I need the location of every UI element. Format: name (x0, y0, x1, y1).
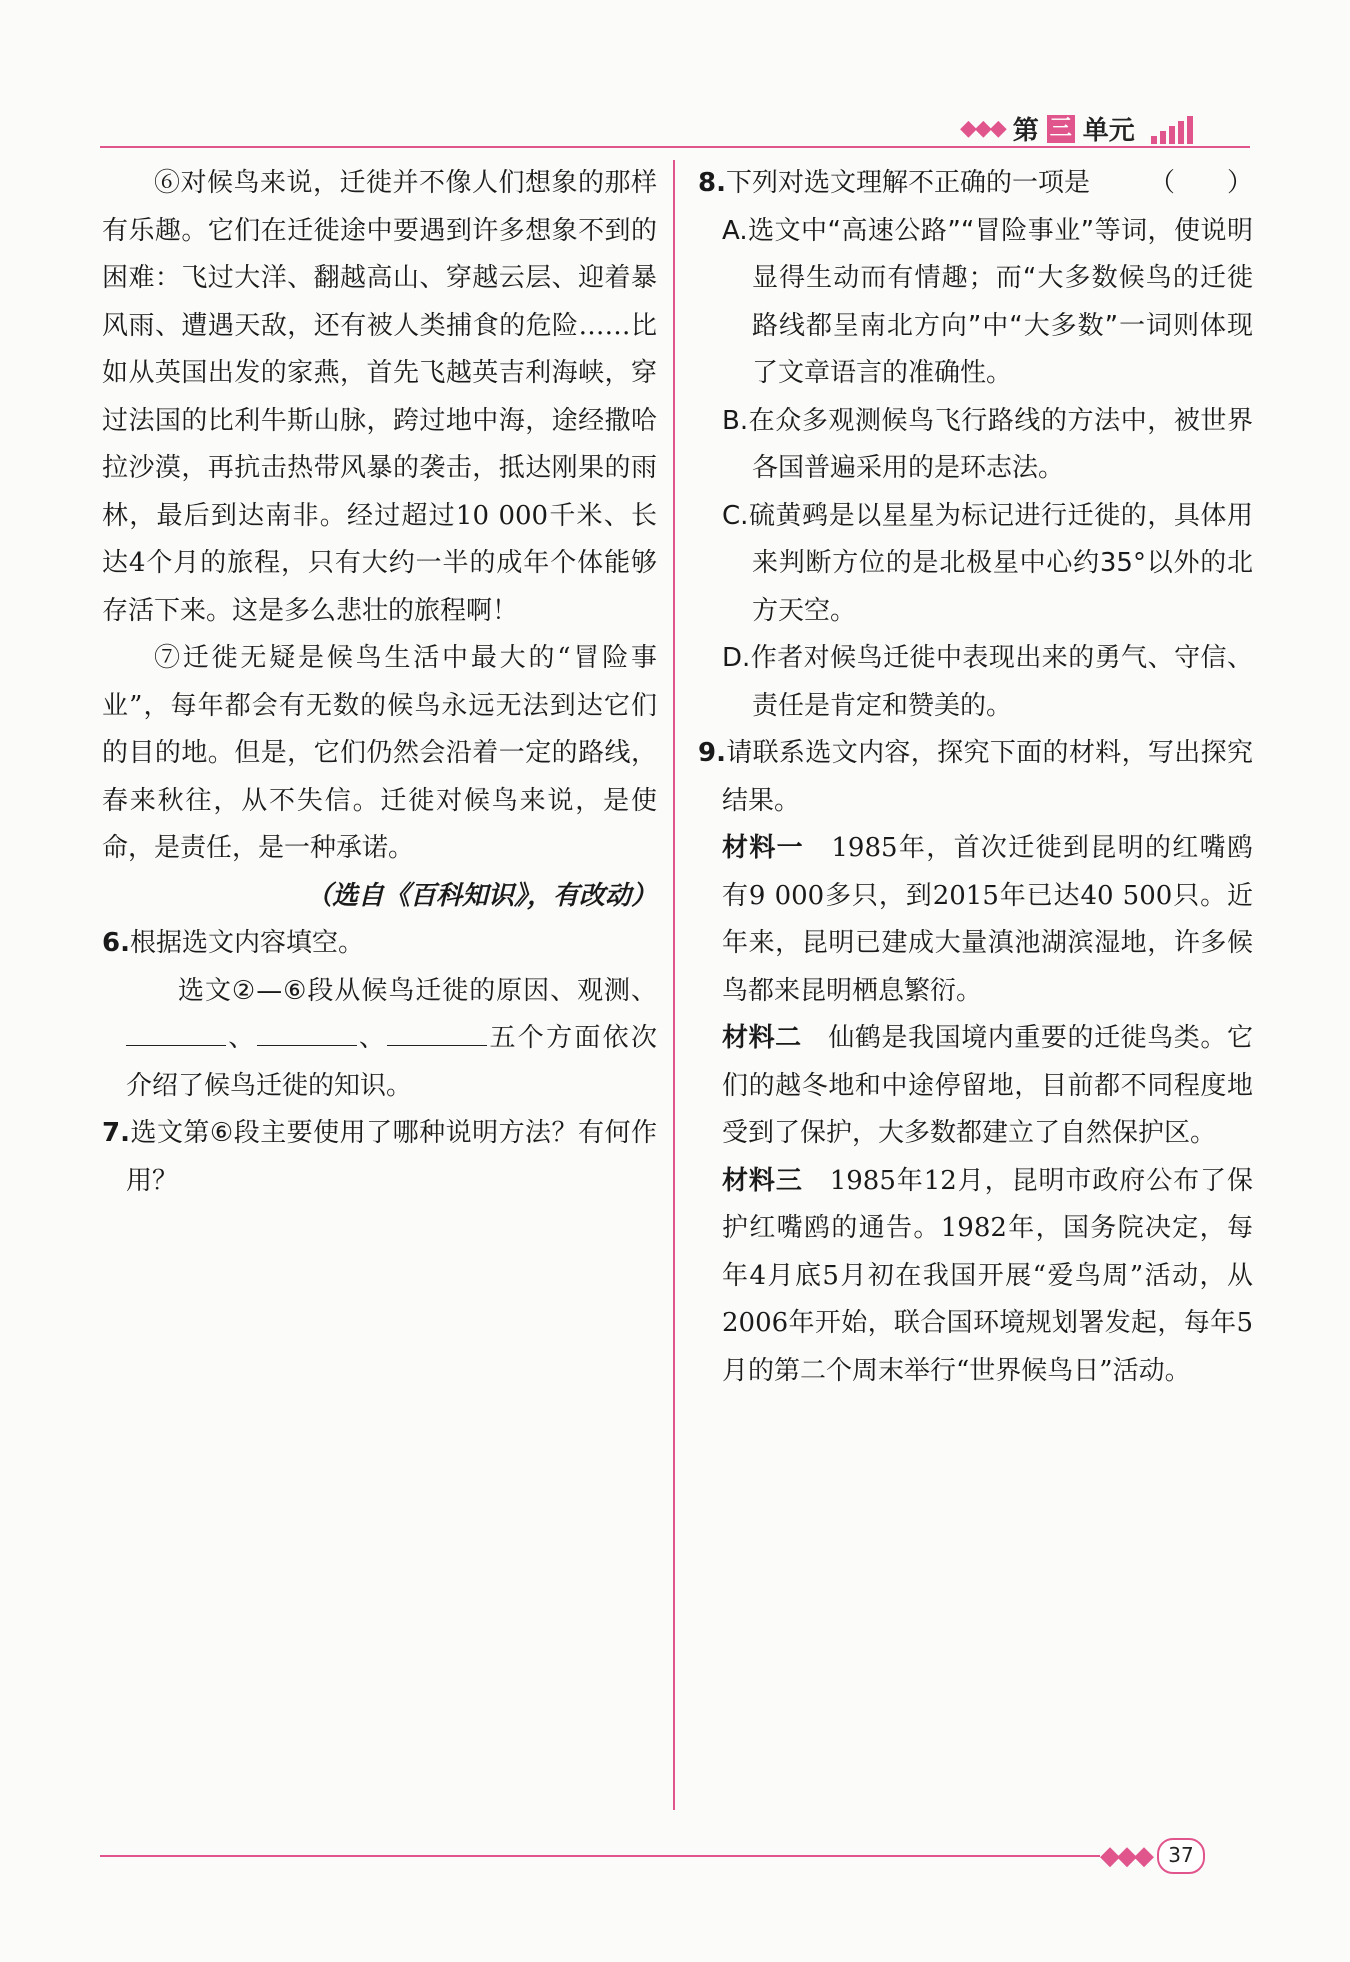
answer-blank-1[interactable] (126, 1019, 226, 1046)
answer-parentheses[interactable]: （ ） (1148, 168, 1253, 198)
option-a-label: A. (722, 215, 748, 246)
source-citation: （选自《百科知识》，有改动） (305, 880, 657, 911)
question-9-text: 请联系选文内容，探究下面的材料，写出探究结果。 (722, 738, 1253, 816)
material-3-text: 1985年12月，昆明市政府公布了保护红嘴鸥的通告。1982年，国务院决定，每年4月底5月初在我国开展“爱鸟周”活动，从2006年开始，联合国环境规划署发起，每年5月的第二个周末举行“世界候鸟日”活动。 (722, 1165, 1253, 1386)
paragraph-7: ⑦迁徙无疑是候鸟生活中最大的“冒险事业”，每年都会有无数的候鸟永远无法到达它们的目的地。但是，它们仍然会沿着一定的路线，春来秋往，从不失信。迁徙对候鸟来说，是使命，是责任，是一种承诺。 (102, 643, 657, 863)
header-divider (100, 146, 1250, 148)
option-c-text: 硫黄鹀是以星星为标记进行迁徙的，具体用来判断方位的是北极星中心约35°以外的北方天空。 (748, 500, 1253, 626)
material-2 (698, 1015, 1253, 1158)
option-c-label: C. (722, 500, 749, 531)
option-d[interactable] (698, 635, 1253, 730)
fill-separator-2: 、 (356, 1023, 388, 1053)
signal-bars-icon (1151, 114, 1193, 144)
unit-header (960, 110, 1193, 147)
unit-suffix: 单元 (1082, 116, 1135, 146)
material-3 (698, 1158, 1253, 1396)
fill-separator-1: 、 (226, 1023, 257, 1053)
material-1 (698, 825, 1253, 1015)
paragraph-6: ⑥对候鸟来说，迁徙并不像人们想象的那样有乐趣。它们在迁徙途中要遇到许多想象不到的困难：飞过大洋、翻越高山、穿越云层、迎着暴风雨、遭遇天敌，还有被人类捕食的危险……比如从英国出发的家燕，首先飞越英吉利海峡，穿过法国的比利牛斯山脉，跨过地中海，途经撒哈拉沙漠，再抗击热带风暴的袭击，抵达刚果的雨林，最后到达南非。经过超过10 000千米、长达4个月的旅程，只有大约一半的成年个体能够存活下来。这是多么悲壮的旅程啊！ (102, 168, 657, 626)
material-2-text: 仙鹤是我国境内重要的迁徙鸟类。它们的越冬地和中途停留地，目前都不同程度地受到了保护，大多数都建立了自然保护区。 (722, 1023, 1253, 1148)
left-column (102, 160, 657, 1205)
question-8-number: 8. (698, 168, 726, 198)
diamond-decoration-icon: ◆◆◆ (1100, 1841, 1151, 1871)
question-8 (698, 160, 1253, 208)
material-2-title: 材料二 (722, 1023, 802, 1053)
question-6-fill-a: 选文②—⑥段从候鸟迁徙的原因、观测、 (178, 975, 657, 1006)
option-d-label: D. (722, 643, 751, 673)
question-6-fill (102, 968, 657, 1111)
right-column (698, 160, 1253, 1395)
unit-number: 三 (1047, 115, 1075, 143)
question-6-fill-b: 五个方面依次介绍了候鸟迁徙的知识。 (126, 1023, 657, 1101)
question-7-text: 选文第⑥段主要使用了哪种说明方法？有何作用？ (126, 1118, 657, 1196)
question-7 (102, 1110, 657, 1205)
unit-prefix: 第 (1012, 116, 1039, 146)
option-b-text: 在众多观测候鸟飞行路线的方法中，被世界各国普遍采用的是环志法。 (748, 405, 1253, 483)
question-6 (102, 920, 657, 968)
question-6-number: 6. (102, 928, 130, 958)
option-a-text: 选文中“高速公路”“冒险事业”等词，使说明显得生动而有情趣；而“大多数候鸟的迁徙路线都呈南北方向”中“大多数”一词则体现了文章语言的准确性。 (747, 215, 1253, 388)
option-d-text: 作者对候鸟迁徙中表现出来的勇气、守信、责任是肯定和赞美的。 (750, 643, 1253, 721)
material-1-text: 1985年，首次迁徙到昆明的红嘴鸥有9 000多只，到2015年已达40 500只。近年来，昆明已建成大量滇池湖滨湿地，许多候鸟都来昆明栖息繁衍。 (722, 833, 1253, 1006)
diamond-decoration-icon: ◆◆◆ (960, 116, 1005, 141)
option-c[interactable] (698, 493, 1253, 636)
page-number: 37 (1157, 1838, 1205, 1874)
footer-divider (100, 1855, 1100, 1857)
material-1-title: 材料一 (722, 833, 805, 863)
question-7-number: 7. (102, 1118, 130, 1148)
option-b-label: B. (722, 405, 749, 436)
material-3-title: 材料三 (722, 1165, 803, 1196)
answer-blank-3[interactable] (387, 1019, 487, 1046)
question-9 (698, 730, 1253, 825)
footer-page-marker (1100, 1838, 1205, 1874)
option-b[interactable] (698, 398, 1253, 493)
question-9-number: 9. (698, 738, 726, 768)
column-divider (673, 160, 675, 1810)
question-8-text: 下列对选文理解不正确的一项是 (725, 168, 1090, 198)
question-6-text: 根据选文内容填空。 (129, 928, 364, 958)
option-a[interactable] (698, 208, 1253, 398)
answer-blank-2[interactable] (257, 1019, 357, 1046)
